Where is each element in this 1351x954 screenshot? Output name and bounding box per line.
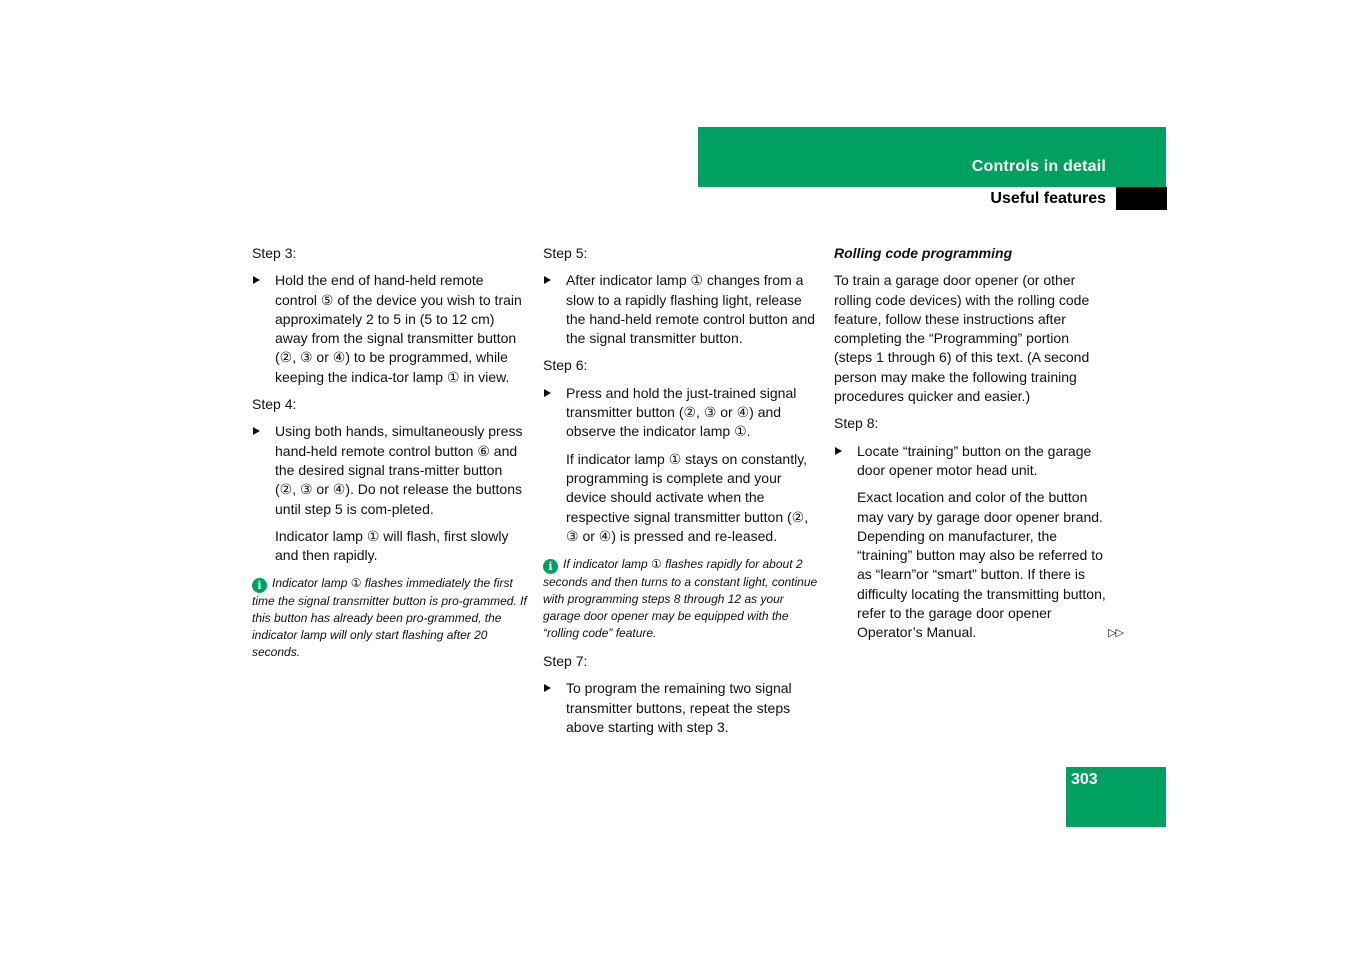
rolling-code-intro: To train a garage door opener (or other rolling code devices) with the rolling code feature, follow these instructions after completing the “Programming” portion (steps 1 through 6) of this text. (A second person may make the following training procedures quicker and easier.) [834, 272, 1090, 405]
info-note [252, 575, 527, 661]
subsection-title: Useful features [990, 190, 1106, 207]
step-4-instruction [252, 422, 527, 518]
step-8-heading: Step 8: [834, 415, 879, 432]
triangle-bullet-icon [544, 276, 551, 284]
step-7-heading: Step 7: [543, 653, 588, 670]
info-note-text: If indicator lamp ① flashes rapidly for about 2 seconds and then turns to a constant light, continue with programming steps 8 through 12 as your garage door opener may be equipped with the “rolling code” feature. [543, 557, 818, 641]
step-3-heading: Step 3: [252, 245, 297, 261]
step-8-text: Locate “training” button on the garage door opener motor head unit. [857, 442, 1092, 478]
column-3 [834, 244, 1109, 651]
step-7-text: To program the remaining two signal transmitter buttons, repeat the steps above starting with step 3. [566, 680, 792, 736]
step-4-text: Using both hands, simultaneously press hand-held remote control button ⑥ and the desired signal trans-mitter button (②, ③ or ④). Do not release the buttons until step 5 is com-pleted. [275, 423, 523, 517]
step-3-instruction [252, 271, 527, 387]
step-7-instruction [543, 679, 818, 737]
step-4-result: Indicator lamp ① will flash, first slowly and then rapidly. [275, 527, 509, 564]
info-icon: i [252, 578, 267, 593]
info-note [543, 556, 818, 642]
step-6-result: If indicator lamp ① stays on constantly, programming is complete and your device should activate when the respective signal transmitter button (②, ③ or ④) is pressed and re-leased. [566, 450, 809, 544]
step-5-heading: Step 5: [543, 245, 588, 261]
triangle-bullet-icon [544, 684, 551, 692]
info-icon: i [543, 559, 558, 574]
triangle-bullet-icon [253, 276, 260, 284]
step-3-text: Hold the end of hand-held remote control ⑤ of the device you wish to train approximately 2 to 5 in (5 to 12 cm) away from the signal transmitter button (②, ③ or ④) to be programmed, while keeping the indica-tor lamp ① in view. [275, 272, 522, 385]
continue-arrows-icon: ▷▷ [1108, 627, 1123, 639]
column-2 [543, 244, 818, 745]
info-note-text: Indicator lamp ① flashes immediately the first time the signal transmitter button is pro-grammed. If this button has already been pro-grammed, the indicator lamp will only start flashing after 20 seconds. [252, 576, 527, 660]
step-5-instruction [543, 271, 818, 348]
triangle-bullet-icon [253, 427, 260, 435]
rolling-code-heading: Rolling code programming [834, 245, 1013, 261]
step-8-detail: Exact location and color of the button may vary by garage door opener brand. Depending on manufacturer, the “training” button may also be referred to as “learn”or “smart” button. If there is difficulty locating the transmitting button, refer to the garage door opener Operator’s Manual. [857, 489, 1106, 641]
step-6-text: Press and hold the just-trained signal transmitter button (②, ③ or ④) and observe the indicator lamp ①. [566, 384, 797, 440]
step-8-instruction [834, 442, 1109, 481]
step-5-text: After indicator lamp ① changes from a slow to a rapidly flashing light, release the hand-held remote control button and the signal transmitter button. [566, 272, 816, 347]
header-band [698, 127, 1166, 187]
column-1 [252, 244, 527, 671]
triangle-bullet-icon [544, 389, 551, 397]
step-6-heading: Step 6: [543, 357, 588, 374]
thumb-tab [1116, 187, 1167, 210]
page-number: 303 [1071, 771, 1098, 788]
step-6-instruction [543, 384, 818, 442]
section-title: Controls in detail [971, 158, 1106, 175]
step-4-heading: Step 4: [252, 396, 297, 413]
triangle-bullet-icon [835, 447, 842, 455]
